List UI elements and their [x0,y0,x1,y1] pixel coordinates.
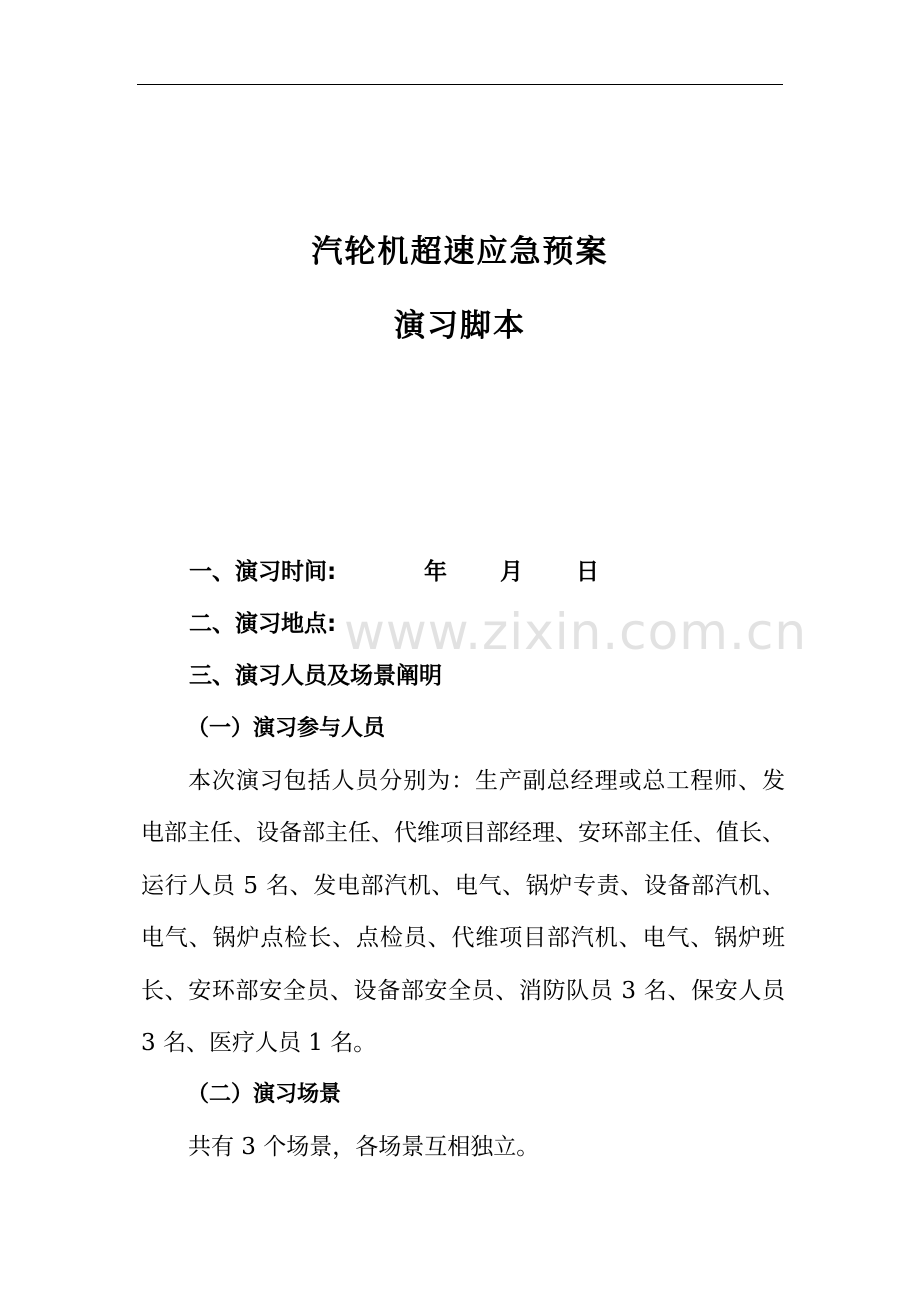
document-title: 汽轮机超速应急预案 [311,234,609,270]
scenes-paragraph: 共有 3 个场景，各场景互相独立。 [188,1134,540,1160]
date-year-label: 年 [424,559,447,585]
date-day-label: 日 [576,559,599,585]
date-month-label: 月 [500,559,523,585]
subsection-participants-heading: （一）演习参与人员 [187,715,386,741]
section-drill-time: 一、演习时间: [189,559,337,585]
watermark: www.zixin.com.cn [344,603,808,661]
section-drill-location: 二、演习地点: [189,611,337,637]
participants-paragraph: 本次演习包括人员分别为：生产副总经理或总工程师、发电部主任、设备部主任、代维项目部经理、安环部主任、值长、运行人员 5 名、发电部汽机、电气、锅炉专责、设备部汽机、电气、锅炉点检长、点检员、代维项目部汽机、电气、锅炉班长、安环部安全员、设备部安全员、消防队员 3 名、保安人员 3 名、医疗人员 1 名。 [141,768,785,1057]
document-subtitle: 演习脚本 [394,308,526,344]
header-rule [137,84,783,85]
section-personnel-and-scenes: 三、演习人员及场景阐明 [189,663,442,689]
subsection-scenes-heading: （二）演习场景 [187,1081,342,1107]
